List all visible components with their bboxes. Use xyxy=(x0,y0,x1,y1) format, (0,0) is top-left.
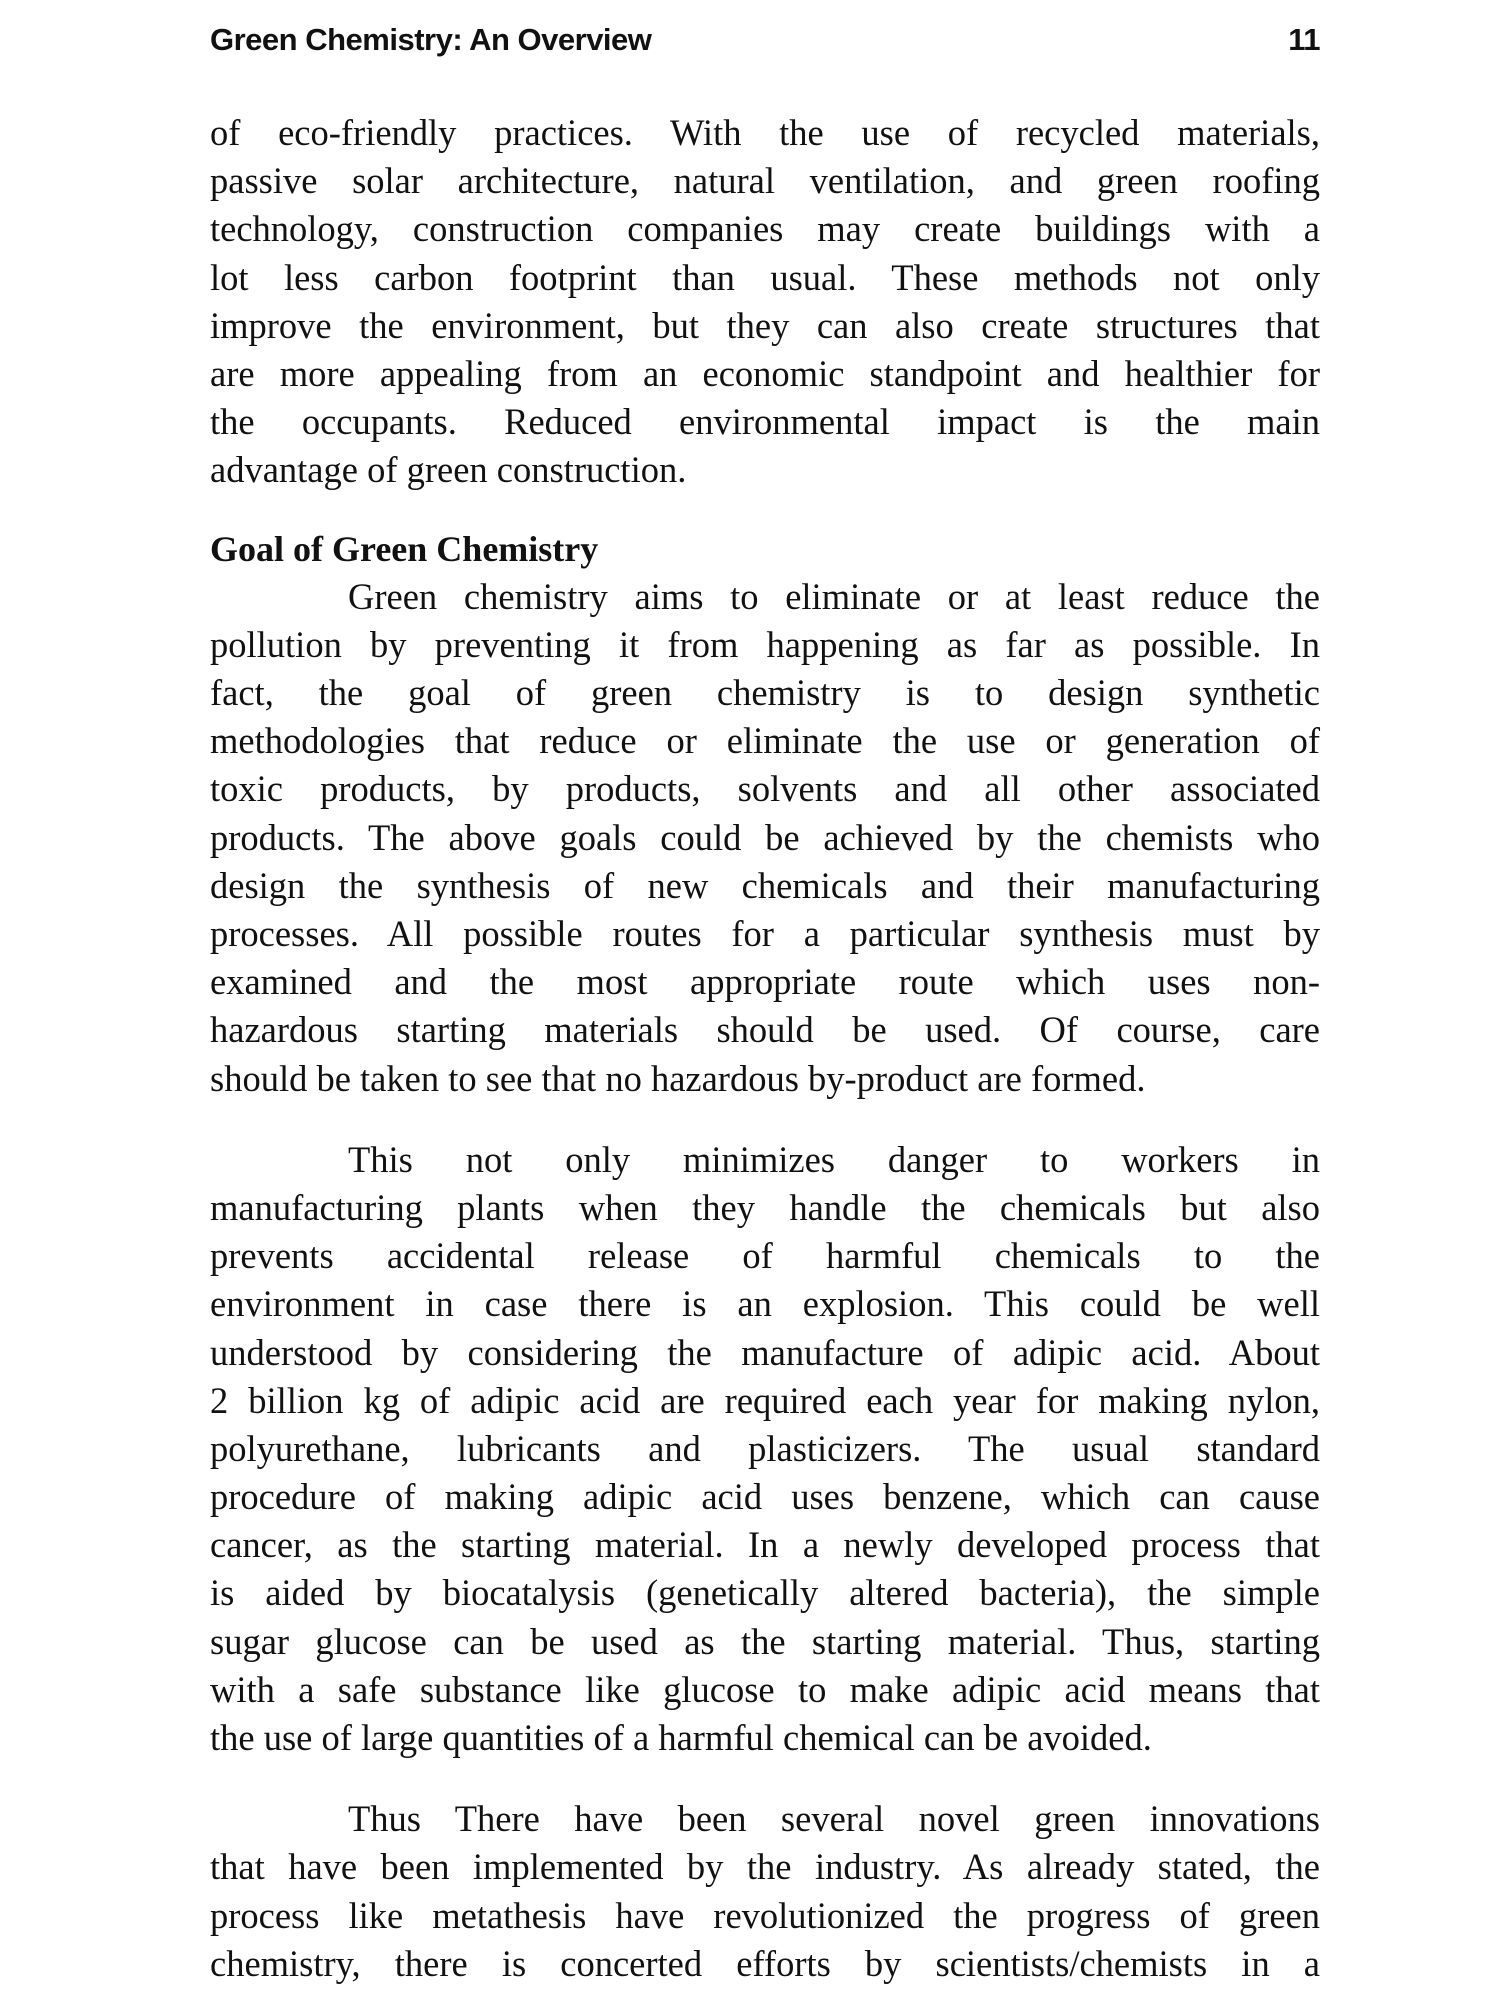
text-line: process like metathesis have revolutionized the progress of green xyxy=(210,1894,1320,1936)
text-line: environment in case there is an explosion. This could be well xyxy=(210,1283,1320,1325)
text-line: is aided by biocatalysis (genetically altered bacteria), the simple xyxy=(210,1572,1320,1614)
page-number: 11 xyxy=(1288,22,1320,57)
text-line: Thus There have been several novel green innovations xyxy=(348,1798,1320,1840)
text-line: chemistry, there is concerted efforts by scientists/chemists in a xyxy=(210,1942,1320,1984)
text-line: of eco-friendly practices. With the use of recycled materials, xyxy=(210,112,1320,153)
text-line: pollution by preventing it from happening as far as possible. In xyxy=(210,623,1320,665)
text-line: examined and the most appropriate route which uses non- xyxy=(210,961,1320,1003)
text-line: This not only minimizes danger to workers in xyxy=(348,1138,1320,1180)
paragraph-gap xyxy=(210,1762,1320,1795)
running-header xyxy=(210,22,1320,62)
text-line: lot less carbon footprint than usual. These methods not only xyxy=(210,256,1320,298)
text-line: processes. All possible routes for a particular synthesis must by xyxy=(210,913,1320,954)
text-line: hazardous starting materials should be used. Of course, care xyxy=(210,1009,1320,1051)
paragraph-gap xyxy=(210,1103,1320,1136)
text-line: that have been implemented by the industry. As already stated, the xyxy=(210,1846,1320,1888)
text-line: procedure of making adipic acid uses benzene, which can cause xyxy=(210,1476,1320,1518)
text-line: are more appealing from an economic standpoint and healthier for xyxy=(210,352,1320,394)
text-line: prevents accidental release of harmful chemicals to the xyxy=(210,1235,1320,1277)
body-text xyxy=(210,109,1320,1988)
text-line: toxic products, by products, solvents and all other associated xyxy=(210,768,1320,810)
paragraph-intro xyxy=(210,109,1320,495)
text-line: the use of large quantities of a harmful chemical can be avoided. xyxy=(210,1717,1152,1758)
text-line: technology, construction companies may create buildings with a xyxy=(210,208,1320,250)
text-line: improve the environment, but they can also create structures that xyxy=(210,304,1320,346)
text-line: design the synthesis of new chemicals and their manufacturing xyxy=(210,864,1320,906)
text-line: cancer, as the starting material. In a newly developed process that xyxy=(210,1524,1320,1566)
running-title: Green Chemistry: An Overview xyxy=(210,22,652,57)
paragraph-goal xyxy=(210,573,1320,1103)
text-line: sugar glucose can be used as the starting material. Thus, starting xyxy=(210,1620,1320,1662)
text-line: 2 billion kg of adipic acid are required each year for making nylon, xyxy=(210,1379,1320,1421)
paragraph-adipic-acid xyxy=(210,1136,1320,1762)
paragraph-innovations xyxy=(210,1795,1320,1988)
text-line: passive solar architecture, natural ventilation, and green roofing xyxy=(210,160,1320,202)
section-heading: Goal of Green Chemistry xyxy=(210,528,599,569)
text-line: Green chemistry aims to eliminate or at least reduce the xyxy=(348,575,1320,617)
text-line: should be taken to see that no hazardous by-product are formed. xyxy=(210,1057,1146,1099)
text-line: manufacturing plants when they handle the chemicals but also xyxy=(210,1186,1320,1228)
text-line: fact, the goal of green chemistry is to design synthetic xyxy=(210,672,1320,714)
text-line: products. The above goals could be achieved by the chemists who xyxy=(210,816,1320,858)
text-line: the occupants. Reduced environmental impact is the main xyxy=(210,401,1320,443)
text-line: advantage of green construction. xyxy=(210,449,687,491)
text-line: understood by considering the manufacture of adipic acid. About xyxy=(210,1331,1320,1373)
text-line: methodologies that reduce or eliminate the use or generation of xyxy=(210,720,1320,762)
text-line: polyurethane, lubricants and plasticizers. The usual standard xyxy=(210,1427,1320,1469)
text-line: with a safe substance like glucose to make adipic acid means that xyxy=(210,1668,1320,1710)
